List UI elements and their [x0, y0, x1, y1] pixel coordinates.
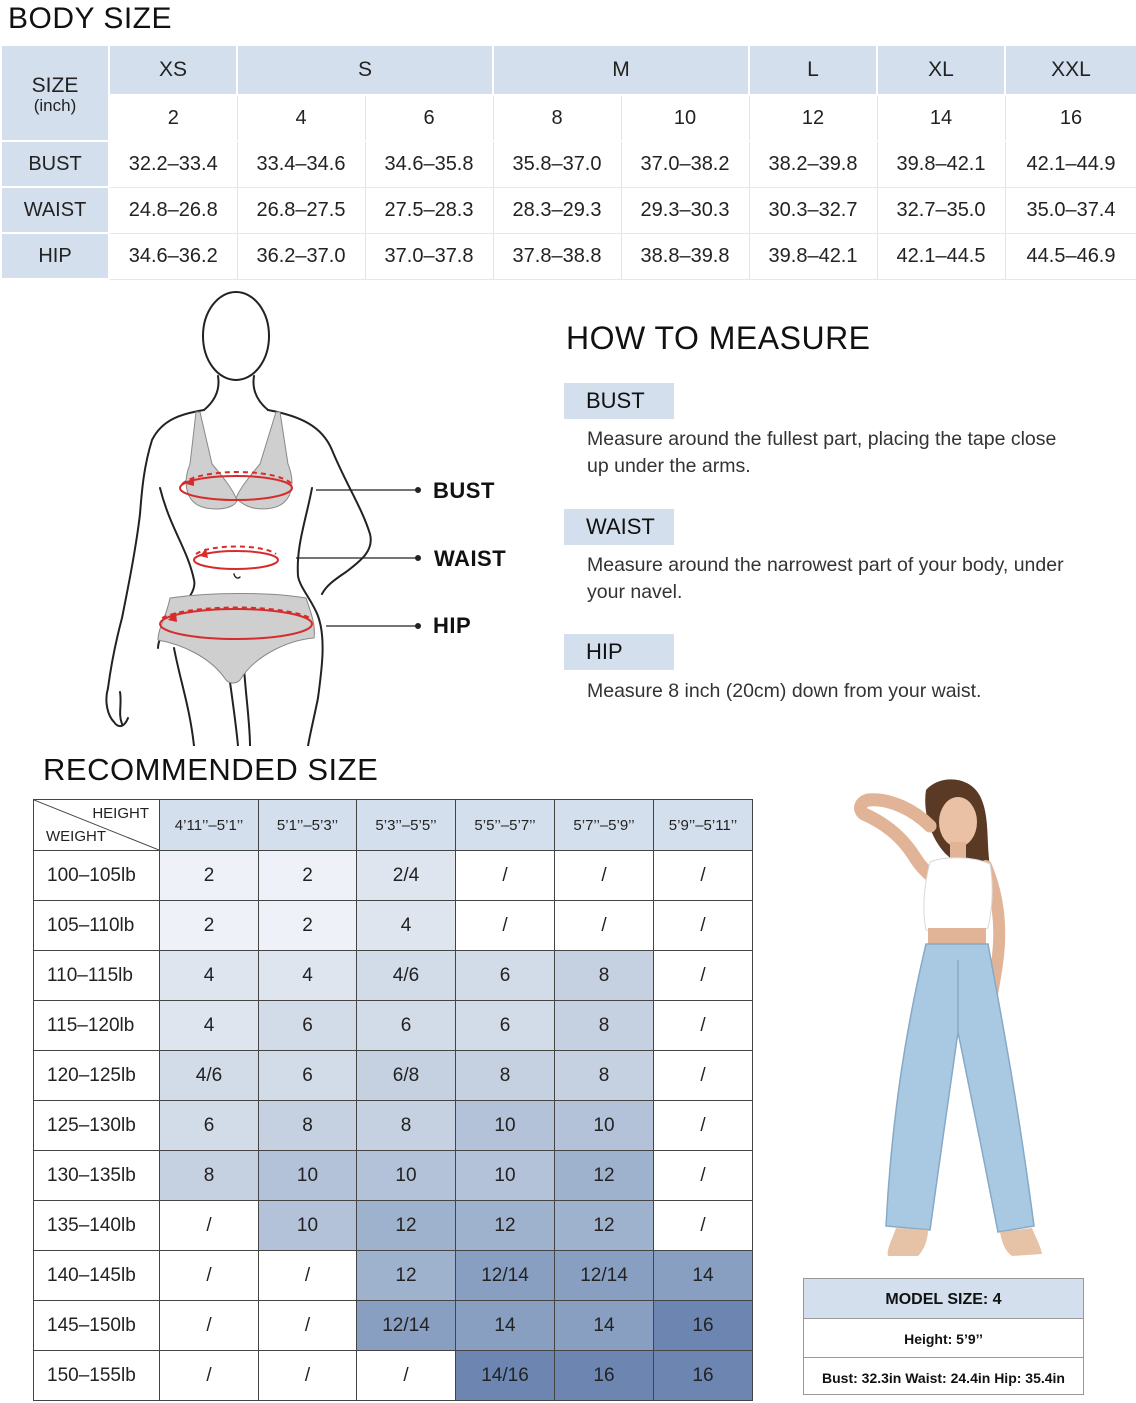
- recommended-size-cell: 12/14: [357, 1301, 456, 1351]
- waist-badge: WAIST: [564, 509, 674, 545]
- recommended-size-cell: 4: [160, 1001, 259, 1051]
- body-size-table: [0, 44, 1136, 280]
- measurement-value: 33.4–34.6: [237, 141, 365, 187]
- model-measurements: Bust: 32.3in Waist: 24.4in Hip: 35.4in: [804, 1357, 1083, 1395]
- measurement-label: WAIST: [1, 187, 109, 233]
- recommended-size-cell: 14: [456, 1301, 555, 1351]
- recommended-size-cell: 6: [160, 1101, 259, 1151]
- height-weight-corner: [34, 800, 160, 851]
- recommended-size-cell: 6: [357, 1001, 456, 1051]
- recommended-size-cell: /: [259, 1251, 357, 1301]
- body-size-title: BODY SIZE: [8, 2, 172, 35]
- size-number: 14: [877, 95, 1005, 141]
- recommended-size-cell: 8: [456, 1051, 555, 1101]
- height-label: HEIGHT: [92, 805, 149, 822]
- measurement-value: 42.1–44.9: [1005, 141, 1136, 187]
- height-header: 4’11’’–5’1’’: [160, 800, 259, 851]
- recommended-size-cell: 14: [555, 1301, 654, 1351]
- recommended-size-cell: /: [654, 1151, 753, 1201]
- hip-description: Measure 8 inch (20cm) down from your waist.: [587, 680, 982, 702]
- weight-label-cell: 140–145lb: [34, 1251, 160, 1301]
- measurement-value: 32.2–33.4: [109, 141, 237, 187]
- weight-row: [34, 1051, 753, 1101]
- weight-label-cell: 150–155lb: [34, 1351, 160, 1401]
- weight-label-cell: 125–130lb: [34, 1101, 160, 1151]
- measurement-label: BUST: [1, 141, 109, 187]
- measurement-row: [1, 141, 1136, 187]
- recommended-size-cell: 8: [160, 1151, 259, 1201]
- recommended-size-cell: 12: [357, 1251, 456, 1301]
- waist-description: Measure around the narrowest part of your body, under your navel.: [587, 554, 1064, 603]
- figure-bust-label: BUST: [433, 478, 495, 503]
- recommended-size-cell: /: [555, 851, 654, 901]
- pointer-dots: [415, 487, 421, 629]
- recommended-size-cell: 12: [555, 1151, 654, 1201]
- size-number: 12: [749, 95, 877, 141]
- measurement-row: [1, 233, 1136, 279]
- recommended-size-cell: 16: [654, 1301, 753, 1351]
- weight-row: [34, 951, 753, 1001]
- recommended-size-cell: 16: [555, 1351, 654, 1401]
- recommended-size-cell: 4: [259, 951, 357, 1001]
- measurement-value: 38.8–39.8: [621, 233, 749, 279]
- recommended-size-cell: 2: [259, 901, 357, 951]
- measurement-value: 37.0–38.2: [621, 141, 749, 187]
- size-number: 10: [621, 95, 749, 141]
- measurement-value: 27.5–28.3: [365, 187, 493, 233]
- recommended-size-cell: 14/16: [456, 1351, 555, 1401]
- recommended-size-cell: 6: [456, 951, 555, 1001]
- recommended-size-cell: 4/6: [160, 1051, 259, 1101]
- height-header: 5’9’’–5’11’’: [654, 800, 753, 851]
- size-group-header: S: [237, 45, 493, 95]
- recommended-size-cell: 2: [259, 851, 357, 901]
- weight-label-cell: 145–150lb: [34, 1301, 160, 1351]
- recommended-size-cell: 8: [357, 1101, 456, 1151]
- recommended-size-cell: 10: [456, 1151, 555, 1201]
- recommended-size-cell: /: [654, 951, 753, 1001]
- weight-label-cell: 110–115lb: [34, 951, 160, 1001]
- measurement-value: 39.8–42.1: [749, 233, 877, 279]
- bust-description: Measure around the fullest part, placing the tape close up under the arms.: [587, 428, 1057, 477]
- recommended-size-cell: /: [160, 1201, 259, 1251]
- recommended-size-cell: 12: [456, 1201, 555, 1251]
- recommended-size-table: [33, 799, 753, 1401]
- weight-row: [34, 851, 753, 901]
- height-header: 5’3’’–5’5’’: [357, 800, 456, 851]
- recommended-size-cell: /: [654, 1201, 753, 1251]
- recommended-size-cell: 6/8: [357, 1051, 456, 1101]
- recommended-size-cell: 6: [259, 1001, 357, 1051]
- size-number: 16: [1005, 95, 1136, 141]
- recommended-size-cell: /: [654, 851, 753, 901]
- recommended-size-cell: /: [160, 1251, 259, 1301]
- bust-badge: BUST: [564, 383, 674, 419]
- size-group-header: XL: [877, 45, 1005, 95]
- measurement-value: 39.8–42.1: [877, 141, 1005, 187]
- weight-row: [34, 1301, 753, 1351]
- size-number: 2: [109, 95, 237, 141]
- size-number: 6: [365, 95, 493, 141]
- weight-label-cell: 115–120lb: [34, 1001, 160, 1051]
- recommended-size-cell: 10: [259, 1151, 357, 1201]
- recommended-size-cell: 4: [357, 901, 456, 951]
- recommended-size-cell: 8: [555, 951, 654, 1001]
- measurement-value: 26.8–27.5: [237, 187, 365, 233]
- measurement-value: 30.3–32.7: [749, 187, 877, 233]
- recommended-size-cell: /: [654, 1051, 753, 1101]
- recommended-size-cell: /: [654, 1101, 753, 1151]
- recommended-size-cell: /: [456, 901, 555, 951]
- recommended-size-cell: 2: [160, 851, 259, 901]
- measurement-value: 34.6–36.2: [109, 233, 237, 279]
- measurement-value: 42.1–44.5: [877, 233, 1005, 279]
- bra-shape: [186, 412, 292, 509]
- measurement-value: 44.5–46.9: [1005, 233, 1136, 279]
- height-header: 5’7’’–5’9’’: [555, 800, 654, 851]
- model-info-box: [803, 1278, 1084, 1395]
- recommended-size-cell: 10: [456, 1101, 555, 1151]
- recommended-size-cell: 8: [555, 1051, 654, 1101]
- recommended-size-cell: 12: [555, 1201, 654, 1251]
- recommended-size-cell: /: [357, 1351, 456, 1401]
- size-group-header: L: [749, 45, 877, 95]
- unit-label: (inch): [33, 96, 77, 116]
- recommended-size-cell: 2/4: [357, 851, 456, 901]
- recommended-size-cell: 4: [160, 951, 259, 1001]
- body-measure-figure: [100, 288, 520, 746]
- recommended-size-cell: /: [456, 851, 555, 901]
- model-photo: [830, 770, 1070, 1275]
- height-header: 5’5’’–5’7’’: [456, 800, 555, 851]
- weight-row: [34, 1151, 753, 1201]
- recommended-size-cell: 8: [555, 1001, 654, 1051]
- model-size: MODEL SIZE: 4: [804, 1279, 1083, 1319]
- recommended-size-cell: 2: [160, 901, 259, 951]
- figure-hip-label: HIP: [433, 613, 472, 638]
- recommended-size-cell: 10: [555, 1101, 654, 1151]
- weight-row: [34, 1101, 753, 1151]
- size-group-header: M: [493, 45, 749, 95]
- recommended-size-title: RECOMMENDED SIZE: [43, 752, 379, 787]
- measurement-value: 35.8–37.0: [493, 141, 621, 187]
- how-to-measure-title: HOW TO MEASURE: [566, 320, 871, 356]
- weight-label-cell: 135–140lb: [34, 1201, 160, 1251]
- recommended-size-cell: /: [160, 1301, 259, 1351]
- measurement-value: 38.2–39.8: [749, 141, 877, 187]
- recommended-size-cell: 10: [357, 1151, 456, 1201]
- weight-row: [34, 1351, 753, 1401]
- size-number: 8: [493, 95, 621, 141]
- recommended-size-cell: /: [654, 901, 753, 951]
- weight-label-cell: 105–110lb: [34, 901, 160, 951]
- model-height: Height: 5’9’’: [904, 1331, 983, 1347]
- measurement-value: 37.0–37.8: [365, 233, 493, 279]
- recommended-size-cell: /: [259, 1351, 357, 1401]
- measurement-value: 28.3–29.3: [493, 187, 621, 233]
- size-group-header: XS: [109, 45, 237, 95]
- size-group-header: XXL: [1005, 45, 1136, 95]
- measurement-value: 36.2–37.0: [237, 233, 365, 279]
- weight-row: [34, 901, 753, 951]
- recommended-size-cell: 6: [456, 1001, 555, 1051]
- measurement-label: HIP: [1, 233, 109, 279]
- weight-row: [34, 1001, 753, 1051]
- weight-row: [34, 1251, 753, 1301]
- recommended-size-cell: /: [259, 1301, 357, 1351]
- recommended-size-cell: 4/6: [357, 951, 456, 1001]
- size-number: 4: [237, 95, 365, 141]
- recommended-size-cell: 10: [259, 1201, 357, 1251]
- recommended-size-cell: /: [654, 1001, 753, 1051]
- size-header: [1, 45, 109, 141]
- height-header: 5’1’’–5’3’’: [259, 800, 357, 851]
- measurement-value: 32.7–35.0: [877, 187, 1005, 233]
- weight-label-cell: 130–135lb: [34, 1151, 160, 1201]
- recommended-size-cell: 12/14: [555, 1251, 654, 1301]
- size-label: SIZE: [31, 74, 79, 98]
- recommended-size-cell: /: [555, 901, 654, 951]
- recommended-size-cell: 16: [654, 1351, 753, 1401]
- measurement-value: 37.8–38.8: [493, 233, 621, 279]
- recommended-size-cell: 14: [654, 1251, 753, 1301]
- hip-badge: HIP: [564, 634, 674, 670]
- weight-label-cell: 120–125lb: [34, 1051, 160, 1101]
- recommended-size-cell: 6: [259, 1051, 357, 1101]
- weight-label-cell: 100–105lb: [34, 851, 160, 901]
- measurement-value: 35.0–37.4: [1005, 187, 1136, 233]
- measurement-value: 24.8–26.8: [109, 187, 237, 233]
- measurement-value: 34.6–35.8: [365, 141, 493, 187]
- recommended-size-cell: /: [160, 1351, 259, 1401]
- recommended-size-cell: 12: [357, 1201, 456, 1251]
- weight-label: WEIGHT: [46, 828, 106, 845]
- measurement-row: [1, 187, 1136, 233]
- recommended-size-cell: 12/14: [456, 1251, 555, 1301]
- figure-waist-label: WAIST: [434, 546, 507, 571]
- weight-row: [34, 1201, 753, 1251]
- recommended-size-cell: 8: [259, 1101, 357, 1151]
- measurement-value: 29.3–30.3: [621, 187, 749, 233]
